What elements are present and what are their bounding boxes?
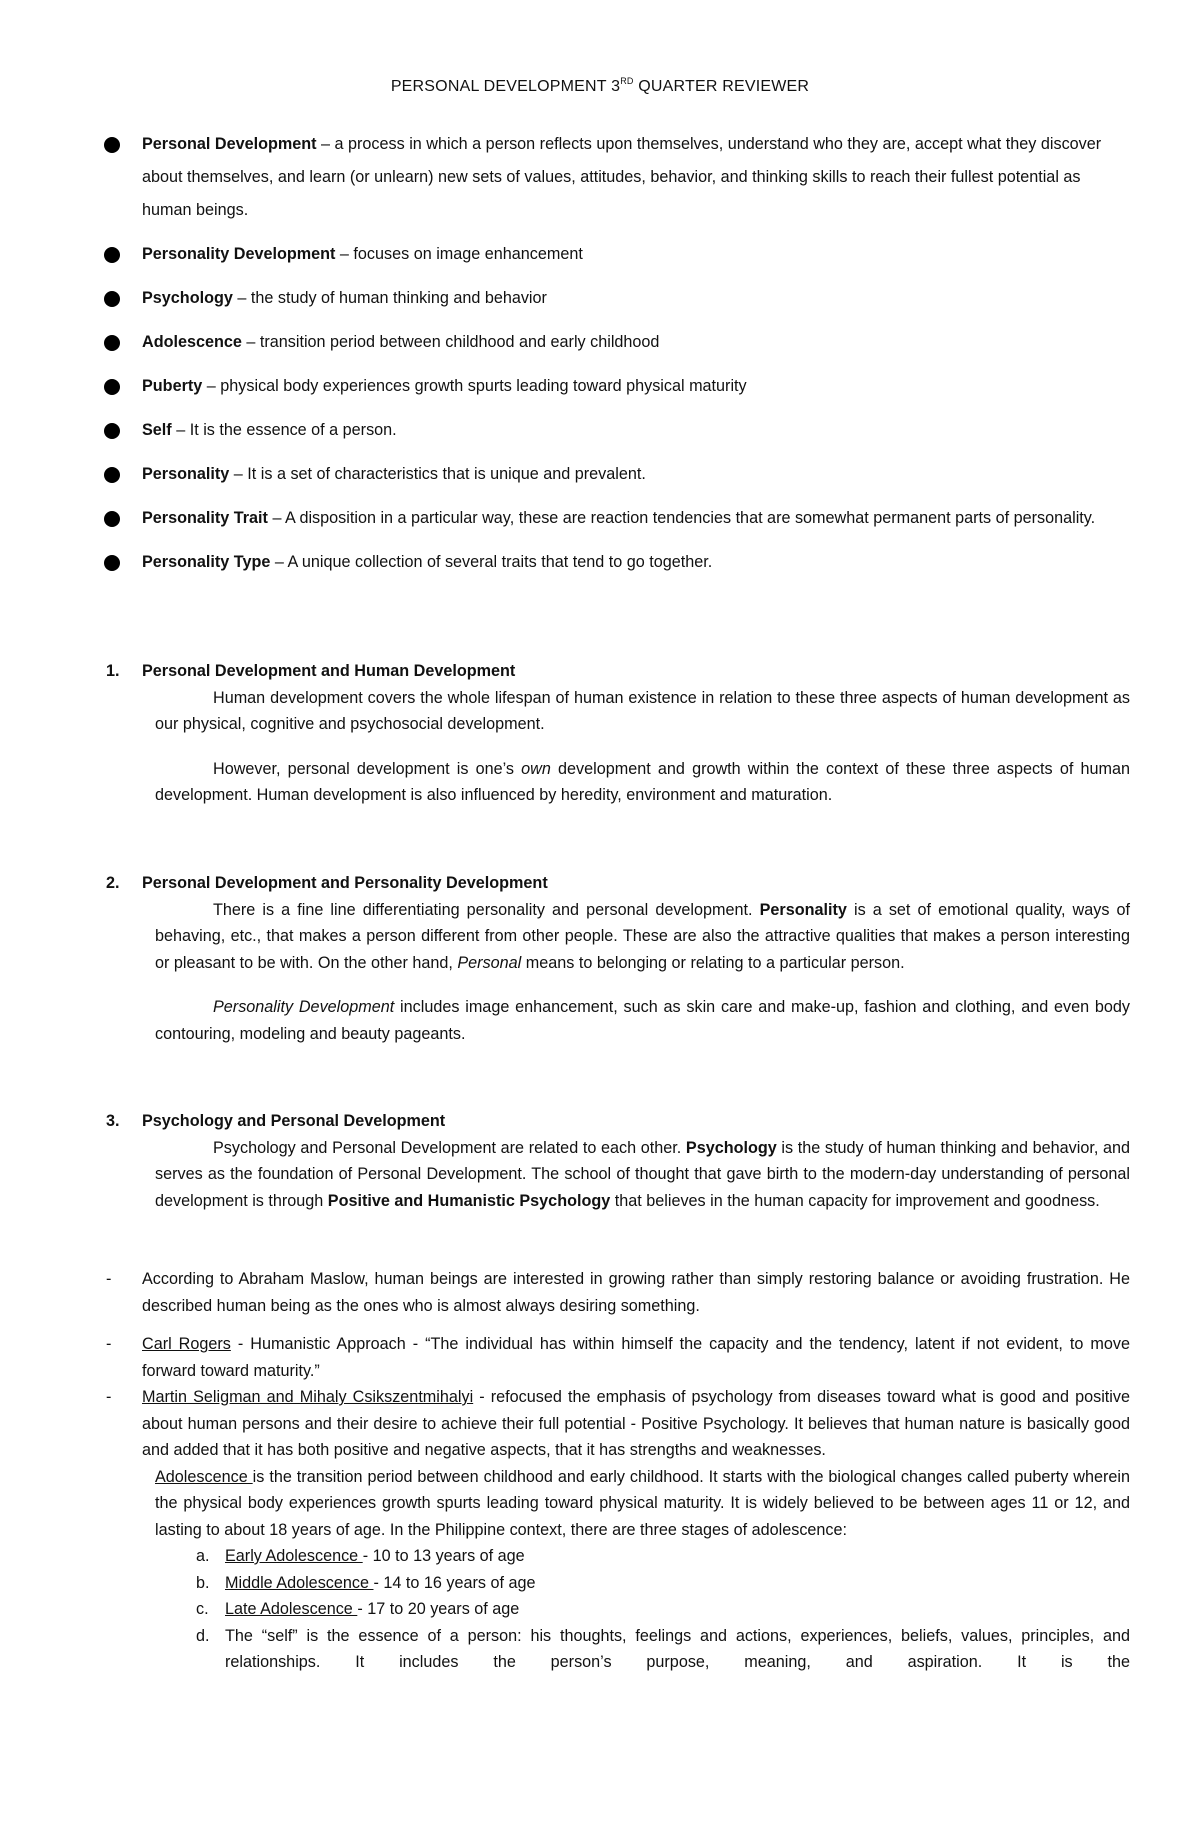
definition-item	[100, 238, 1130, 271]
bullet-icon	[104, 247, 120, 263]
paragraph-text: is the study of human thinking and behavior, and serves as the foundation of Personal Development. The school of thought that gave birth to the modern-day understanding of personal development is through	[155, 1138, 1130, 1210]
section-3	[100, 1108, 1130, 1214]
dash-marker: -	[106, 1335, 112, 1353]
section-title: Psychology and Personal Development	[142, 1112, 446, 1130]
section-number: 1.	[106, 662, 120, 680]
definition-text: – transition period between childhood and early childhood	[241, 333, 660, 351]
section-number: 2.	[106, 874, 120, 892]
stage-item	[155, 1623, 1130, 1676]
dash-text: - refocused the emphasis of psychology from diseases toward what is good and positive about human persons and their desire to achieve their full potential - Positive Psychology. It believes that human nature is basically good and added that it has both positive and negative aspects, that it has strengths and weaknesses.	[142, 1388, 1130, 1459]
definition-text: – focuses on image enhancement	[335, 245, 583, 263]
section-heading	[100, 1108, 1130, 1135]
definition-text: – a process in which a person reflects upon themselves, understand who they are, accept what they discover about themselves, and learn (or unlearn) new sets of values, attitudes, behavior, and thinking skills to reach their fullest potential as human beings.	[142, 135, 1102, 219]
definition-item	[100, 326, 1130, 359]
bullet-icon	[104, 379, 120, 395]
definition-text: – A unique collection of several traits that tend to go together.	[270, 553, 713, 571]
paragraph-text: development and growth within the context of these three aspects of human development. Human development is also influenced by heredity, environment and maturation.	[155, 759, 1130, 804]
definition-term: Psychology	[142, 289, 233, 307]
emphasis-text: Personality Development	[213, 998, 395, 1016]
section-number: 3.	[106, 1112, 120, 1130]
dash-text: - Humanistic Approach - “The individual has within himself the capacity and the tendency, latent if not evident, to move forward toward maturity.”	[142, 1335, 1130, 1380]
definition-item	[100, 502, 1130, 535]
list-letter: a.	[196, 1547, 210, 1565]
definition-item	[100, 282, 1130, 315]
definition-item	[100, 414, 1130, 447]
definition-term: Personality	[142, 465, 230, 483]
stage-range: - 14 to 16 years of age	[373, 1573, 536, 1592]
list-letter: b.	[196, 1573, 210, 1592]
definition-text: – the study of human thinking and behavior	[232, 289, 547, 307]
list-letter: c.	[196, 1600, 209, 1618]
dash-list	[100, 1266, 1130, 1676]
definition-item	[100, 128, 1130, 227]
definition-term: Personality Type	[142, 553, 271, 571]
section-heading	[100, 870, 1130, 897]
definition-text: – A disposition in a particular way, these are reaction tendencies that are somewhat permanent parts of personality.	[267, 509, 1096, 527]
paragraph-text: However, personal development is one’s	[213, 759, 522, 778]
paragraph	[100, 685, 1130, 738]
dash-item	[100, 1331, 1130, 1384]
section-title: Personal Development and Personality Development	[142, 874, 548, 892]
bullet-icon	[104, 423, 120, 439]
title-text-end: QUARTER REVIEWER	[633, 78, 810, 95]
definition-item	[100, 458, 1130, 491]
stage-range: - 17 to 20 years of age	[357, 1600, 520, 1618]
paragraph	[100, 1135, 1130, 1215]
underlined-name: Carl Rogers	[142, 1335, 231, 1353]
definition-term: Puberty	[142, 377, 203, 395]
section-2	[100, 870, 1130, 1047]
bullet-icon	[104, 137, 120, 153]
definition-text: – It is a set of characteristics that is unique and prevalent.	[229, 465, 646, 483]
bold-text: Personality	[759, 900, 847, 919]
definition-item	[100, 546, 1130, 579]
paragraph-text: is the transition period between childhood and early childhood. It starts with the biological changes called puberty wherein the physical body experiences growth spurts leading toward physical maturity. It is widely believed to be between ages 11 or 12, and lasting to about 18 years of age. In the Philippine context, there are three stages of adolescence:	[155, 1467, 1130, 1539]
definition-term: Self	[142, 421, 172, 439]
stage-item	[155, 1543, 1130, 1570]
bullet-icon	[104, 555, 120, 571]
bold-text: Psychology	[685, 1138, 777, 1157]
dash-item	[100, 1266, 1130, 1319]
paragraph	[100, 756, 1130, 809]
self-definition-text: The “self” is the essence of a person: his thoughts, feelings and actions, experiences, beliefs, values, principles, and relationships. It includes the person’s purpose, meaning, and aspiration. It is the	[225, 1626, 1130, 1671]
paragraph-text: Psychology and Personal Development are related to each other.	[213, 1138, 686, 1157]
section-heading	[100, 658, 1130, 685]
bullet-icon	[104, 511, 120, 527]
dash-marker: -	[106, 1388, 112, 1406]
paragraph-text: is a set of emotional quality, ways of behaving, etc., that makes a person different from other people. These are also the attractive qualities that makes a person interesting or pleasant to be with. On the other hand,	[155, 900, 1131, 972]
stage-name: Late Adolescence	[225, 1600, 358, 1618]
definition-term: Adolescence	[142, 333, 242, 351]
definition-term: Personal Development	[142, 135, 317, 153]
list-letter: d.	[196, 1626, 210, 1645]
definition-text: – physical body experiences growth spurts leading toward physical maturity	[202, 377, 747, 395]
paragraph-text: means to belonging or relating to a particular person.	[521, 953, 905, 972]
paragraph-text: includes image enhancement, such as skin care and make-up, fashion and clothing, and even body contouring, modeling and beauty pageants.	[155, 998, 1130, 1043]
stage-item	[155, 1570, 1130, 1597]
paragraph-text: that believes in the human capacity for improvement and goodness.	[610, 1191, 1100, 1210]
title-superscript: RD	[620, 76, 634, 86]
stage-name: Early Adolescence	[225, 1547, 363, 1565]
paragraph	[100, 897, 1130, 977]
stage-item	[155, 1596, 1130, 1623]
definition-term: Personality Development	[142, 245, 336, 263]
emphasis-text: own	[521, 759, 551, 778]
definition-item	[100, 370, 1130, 403]
paragraph-text: There is a fine line differentiating personality and personal development.	[213, 900, 760, 919]
dash-marker: -	[106, 1270, 112, 1288]
dash-text: According to Abraham Maslow, human beings are interested in growing rather than simply restoring balance or avoiding frustration. He described human being as the ones who is almost always desiring something.	[142, 1270, 1130, 1315]
emphasis-text: Personal	[457, 953, 522, 972]
underlined-term: Adolescence	[155, 1467, 253, 1486]
adolescence-paragraph	[100, 1464, 1130, 1544]
bullet-icon	[104, 467, 120, 483]
bullet-icon	[104, 335, 120, 351]
definition-list	[100, 128, 1130, 590]
stage-range: - 10 to 13 years of age	[362, 1547, 525, 1565]
stage-list	[100, 1543, 1130, 1676]
dash-item	[100, 1384, 1130, 1464]
paragraph-text: Human development covers the whole lifespan of human existence in relation to these three aspects of human development as our physical, cognitive and psychosocial development.	[155, 688, 1130, 733]
paragraph	[100, 994, 1130, 1047]
section-1	[100, 658, 1130, 809]
bold-text: Positive and Humanistic Psychology	[327, 1191, 611, 1210]
page-title	[0, 76, 1200, 96]
section-title: Personal Development and Human Development	[142, 662, 516, 680]
bullet-icon	[104, 291, 120, 307]
definition-text: – It is the essence of a person.	[171, 421, 397, 439]
definition-term: Personality Trait	[142, 509, 268, 527]
stage-name: Middle Adolescence	[225, 1573, 374, 1592]
underlined-name: Martin Seligman and Mihaly Csikszentmihalyi	[142, 1388, 474, 1406]
title-text: PERSONAL DEVELOPMENT 3	[390, 78, 621, 95]
